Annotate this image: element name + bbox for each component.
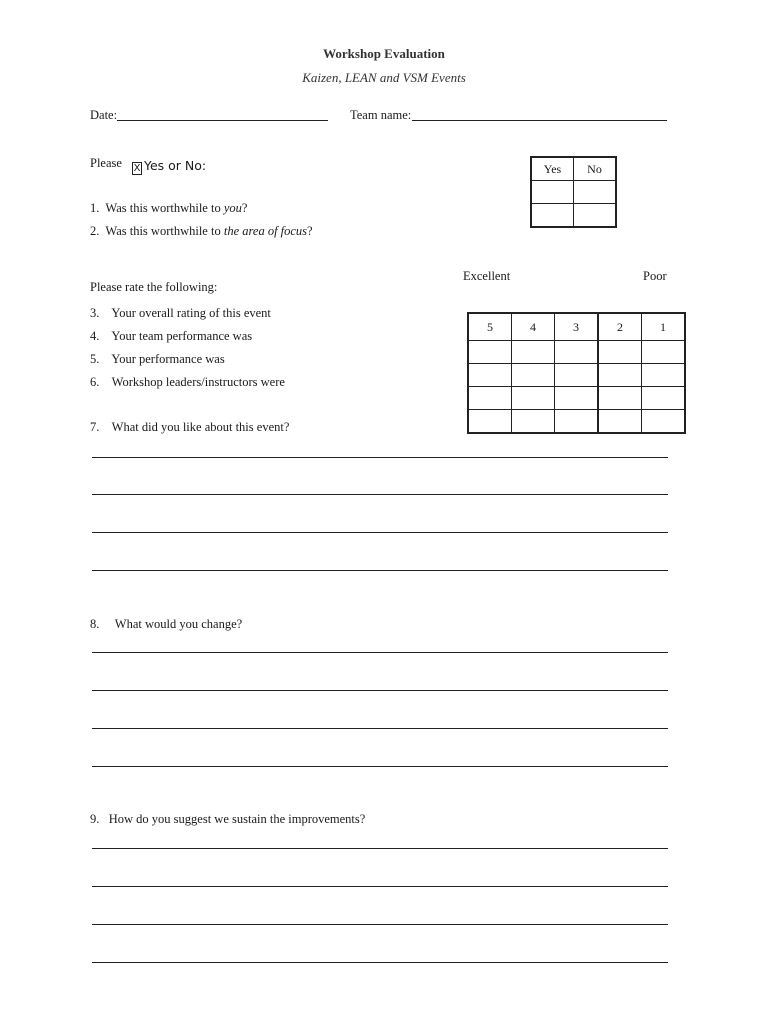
date-field[interactable]: [117, 120, 328, 121]
rating-cell[interactable]: [642, 387, 686, 410]
open-question-text: What would you change?: [114, 617, 243, 631]
checkbox-icon[interactable]: X: [133, 163, 141, 174]
scale-1-header: 1: [642, 313, 686, 341]
rating-cell[interactable]: [512, 341, 555, 364]
rating-table: [467, 312, 686, 434]
rating-cell[interactable]: [598, 364, 642, 387]
rating-item-text: Your performance was: [111, 352, 225, 366]
scale-3-header: 3: [555, 313, 599, 341]
answer-line[interactable]: [92, 690, 668, 691]
rating-item-text: Your overall rating of this event: [111, 306, 271, 320]
question-1-emphasis: you: [223, 201, 242, 215]
question-2-number: 2.: [90, 224, 100, 238]
q1-no-cell[interactable]: [574, 181, 617, 204]
rating-item-number: 6.: [90, 375, 100, 389]
no-column-header: No: [574, 157, 617, 181]
open-question-number: 9.: [90, 812, 100, 826]
answer-line[interactable]: [92, 728, 668, 729]
answer-line[interactable]: [92, 886, 668, 887]
rating-prompt: Please rate the following:: [90, 280, 218, 294]
rating-item: [90, 375, 285, 390]
rating-cell[interactable]: [555, 410, 599, 434]
scale-2-header: 2: [598, 313, 642, 341]
question-1-text: Was this worthwhile to: [105, 201, 224, 215]
answer-line[interactable]: [92, 457, 668, 458]
yes-no-table: [530, 156, 617, 228]
rating-cell[interactable]: [468, 410, 512, 434]
rating-item: [90, 352, 225, 367]
open-question-8: [90, 617, 242, 632]
question-2-emphasis: the area of focus: [223, 224, 308, 238]
rating-cell[interactable]: [512, 364, 555, 387]
answer-line[interactable]: [92, 766, 668, 767]
rating-cell[interactable]: [598, 387, 642, 410]
rating-cell[interactable]: [512, 410, 555, 434]
rating-item-number: 3.: [90, 306, 100, 320]
rating-cell[interactable]: [468, 364, 512, 387]
scale-5-header: 5: [468, 313, 512, 341]
rating-item-number: 5.: [90, 352, 100, 366]
open-question-7: [90, 420, 289, 435]
question-2-end: ?: [307, 224, 313, 238]
team-name-field[interactable]: [412, 120, 667, 121]
answer-line[interactable]: [92, 924, 668, 925]
q2-no-cell[interactable]: [574, 204, 617, 228]
question-2-text: Was this worthwhile to: [105, 224, 224, 238]
scale-4-header: 4: [512, 313, 555, 341]
answer-line[interactable]: [92, 652, 668, 653]
rating-item: [90, 306, 271, 321]
rating-item-number: 4.: [90, 329, 100, 343]
date-label: Date:: [90, 108, 118, 122]
scale-high-label: Excellent: [463, 269, 511, 283]
team-name-label: Team name:: [350, 108, 412, 122]
open-question-text: How do you suggest we sustain the improvements?: [108, 812, 366, 826]
q1-yes-cell[interactable]: [531, 181, 574, 204]
rating-cell[interactable]: [642, 341, 686, 364]
rating-cell[interactable]: [598, 341, 642, 364]
question-2: [90, 224, 313, 239]
answer-line[interactable]: [92, 532, 668, 533]
question-1-end: ?: [241, 201, 248, 215]
q2-yes-cell[interactable]: [531, 204, 574, 228]
scale-low-label: Poor: [643, 269, 667, 283]
open-question-9: [90, 812, 365, 827]
question-1: [90, 201, 247, 216]
question-1-number: 1.: [90, 201, 100, 215]
rating-cell[interactable]: [555, 364, 599, 387]
answer-line[interactable]: [92, 962, 668, 963]
rating-cell[interactable]: [598, 410, 642, 434]
form-title: Workshop Evaluation: [323, 46, 445, 61]
yes-column-header: Yes: [531, 157, 574, 181]
rating-cell[interactable]: [555, 341, 599, 364]
yes-no-prompt: [132, 158, 206, 175]
open-question-number: 8.: [90, 617, 100, 631]
rating-cell[interactable]: [642, 410, 686, 434]
answer-line[interactable]: [92, 848, 668, 849]
open-question-text: What did you like about this event?: [111, 420, 290, 434]
rating-cell[interactable]: [555, 387, 599, 410]
rating-cell[interactable]: [468, 341, 512, 364]
form-subtitle: Kaizen, LEAN and VSM Events: [302, 70, 466, 85]
answer-line[interactable]: [92, 570, 668, 571]
yes-no-prompt-prefix: Please: [90, 156, 122, 170]
yes-no-prompt-suffix: Yes or No:: [144, 158, 207, 173]
rating-cell[interactable]: [512, 387, 555, 410]
rating-cell[interactable]: [468, 387, 512, 410]
rating-item: [90, 329, 252, 344]
rating-item-text: Workshop leaders/instructors were: [111, 375, 285, 389]
answer-line[interactable]: [92, 494, 668, 495]
rating-item-text: Your team performance was: [111, 329, 253, 343]
rating-cell[interactable]: [642, 364, 686, 387]
open-question-number: 7.: [90, 420, 100, 434]
